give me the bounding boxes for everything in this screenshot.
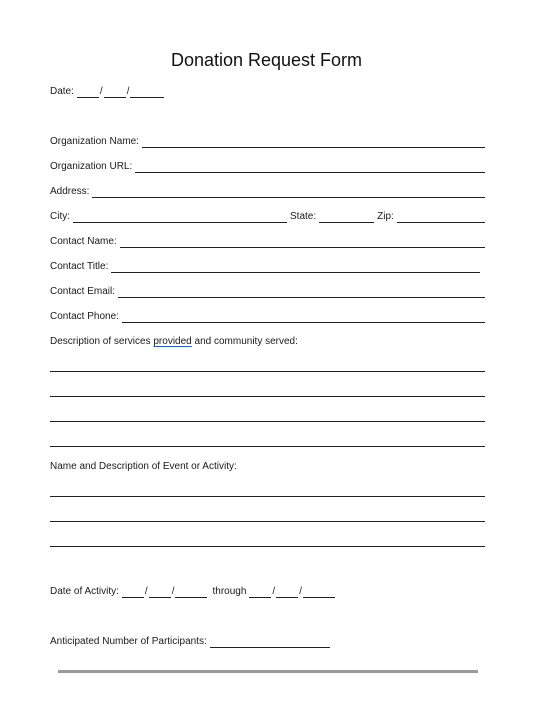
contact-title-field[interactable] bbox=[111, 262, 480, 273]
address-field[interactable] bbox=[92, 187, 485, 198]
contact-title-row bbox=[50, 261, 480, 273]
through-label: through bbox=[212, 586, 247, 597]
activity-end-year-field[interactable] bbox=[303, 587, 335, 598]
address-label: Address: bbox=[50, 186, 90, 197]
event-write-line[interactable] bbox=[50, 546, 485, 547]
participants-row bbox=[50, 636, 485, 648]
contact-email-field[interactable] bbox=[118, 287, 485, 298]
event-write-line[interactable] bbox=[50, 496, 485, 497]
services-write-line[interactable] bbox=[50, 421, 485, 422]
participants-field[interactable] bbox=[210, 637, 330, 648]
date-separator: / bbox=[99, 86, 103, 97]
state-label: State: bbox=[290, 211, 317, 222]
services-text-part: Description of services bbox=[50, 336, 154, 347]
event-write-line[interactable] bbox=[50, 521, 485, 522]
participants-label: Anticipated Number of Participants: bbox=[50, 636, 207, 647]
services-text-underlined: provided bbox=[153, 336, 192, 347]
activity-start-day-field[interactable] bbox=[149, 587, 171, 598]
org-url-row bbox=[50, 161, 485, 173]
date-day-field[interactable] bbox=[104, 87, 126, 98]
activity-end-day-field[interactable] bbox=[276, 587, 298, 598]
contact-name-label: Contact Name: bbox=[50, 236, 117, 247]
date-label: Date: bbox=[50, 86, 74, 97]
contact-name-row bbox=[50, 236, 485, 248]
event-description-heading bbox=[50, 461, 485, 473]
address-row bbox=[50, 186, 485, 198]
services-text-part: and community served: bbox=[191, 336, 298, 347]
services-write-line[interactable] bbox=[50, 446, 485, 447]
contact-email-row bbox=[50, 286, 485, 298]
date-of-activity-label: Date of Activity: bbox=[50, 586, 119, 597]
contact-email-label: Contact Email: bbox=[50, 286, 116, 297]
contact-phone-row bbox=[50, 311, 485, 323]
date-separator: / bbox=[144, 586, 148, 597]
services-description-label bbox=[50, 336, 298, 348]
zip-field[interactable] bbox=[397, 212, 485, 223]
date-separator: / bbox=[171, 586, 175, 597]
state-field[interactable] bbox=[319, 212, 374, 223]
date-month-field[interactable] bbox=[77, 87, 99, 98]
date-year-field[interactable] bbox=[130, 87, 164, 98]
form-title: Donation Request Form bbox=[170, 50, 363, 70]
city-field[interactable] bbox=[73, 212, 287, 223]
date-separator: / bbox=[299, 586, 302, 597]
event-description-label: Name and Description of Event or Activity: bbox=[50, 461, 237, 472]
activity-end-month-field[interactable] bbox=[249, 587, 271, 598]
city-label: City: bbox=[50, 211, 70, 222]
city-state-zip-row bbox=[50, 211, 485, 223]
services-write-line[interactable] bbox=[50, 396, 485, 397]
contact-name-field[interactable] bbox=[120, 237, 485, 248]
org-url-label: Organization URL: bbox=[50, 161, 133, 172]
org-name-label: Organization Name: bbox=[50, 136, 139, 147]
org-name-field[interactable] bbox=[142, 137, 485, 148]
org-name-row bbox=[50, 136, 485, 148]
org-url-field[interactable] bbox=[135, 162, 485, 173]
activity-start-month-field[interactable] bbox=[122, 587, 144, 598]
date-separator: / bbox=[126, 86, 130, 97]
date-row bbox=[50, 86, 485, 98]
page-bottom-rule bbox=[58, 670, 478, 673]
activity-start-year-field[interactable] bbox=[175, 587, 207, 598]
services-write-line[interactable] bbox=[50, 371, 485, 372]
contact-phone-label: Contact Phone: bbox=[50, 311, 119, 322]
services-description-heading bbox=[50, 336, 485, 348]
date-of-activity-row bbox=[50, 586, 485, 598]
zip-label: Zip: bbox=[377, 211, 394, 222]
contact-phone-field[interactable] bbox=[122, 312, 485, 323]
date-separator: / bbox=[272, 586, 276, 597]
contact-title-label: Contact Title: bbox=[50, 261, 109, 272]
